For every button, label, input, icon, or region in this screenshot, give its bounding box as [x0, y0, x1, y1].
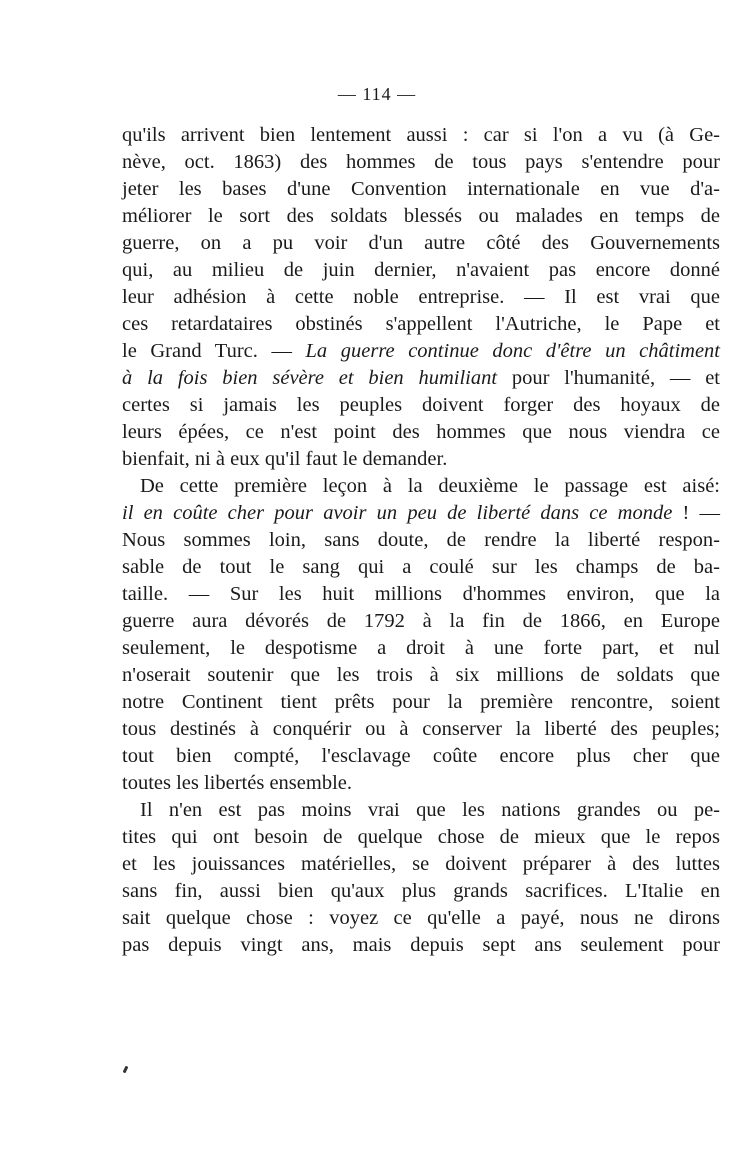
text-segment: ces retardataires obstinés s'appellent l'Autriche, le Pape et [122, 313, 720, 335]
text-segment: bienfait, ni à eux qu'il faut le demander. [122, 448, 448, 470]
text-line [122, 284, 720, 311]
text-segment: Nous sommes loin, sans doute, de rendre la liberté respon- [122, 529, 720, 551]
text-line [122, 203, 720, 230]
text-segment: le Grand Turc. — [122, 340, 306, 362]
text-segment: tout bien compté, l'esclavage coûte encore plus cher que [122, 745, 720, 767]
text-line [122, 419, 720, 446]
text-segment: notre Continent tient prêts pour la première rencontre, soient [122, 691, 720, 713]
text-segment: pas depuis vingt ans, mais depuis sept ans seulement pour [122, 934, 720, 956]
text-segment: sans fin, aussi bien qu'aux plus grands sacrifices. L'Italie en [122, 880, 720, 902]
text-line [122, 635, 720, 662]
italic-text: à la fois bien sévère et bien humiliant [122, 367, 498, 389]
text-line [122, 824, 720, 851]
text-segment: Il n'en est pas moins vrai que les nations grandes ou pe- [140, 799, 720, 821]
text-segment: n'oserait soutenir que les trois à six millions de soldats que [122, 664, 720, 686]
text-segment: ! — [672, 502, 720, 524]
text-line [122, 797, 720, 824]
text-line [122, 554, 720, 581]
text-segment: tous destinés à conquérir ou à conserver la liberté des peuples; [122, 718, 720, 740]
text-segment: taille. — Sur les huit millions d'hommes environ, que la [122, 583, 720, 605]
text-segment: sable de tout le sang qui a coulé sur les champs de ba- [122, 556, 720, 578]
text-line [122, 338, 720, 365]
text-line [122, 527, 720, 554]
text-segment: guerre aura dévorés de 1792 à la fin de 1866, en Europe [122, 610, 720, 632]
text-line [122, 851, 720, 878]
text-line [122, 311, 720, 338]
text-segment: certes si jamais les peuples doivent forger des hoyaux de [122, 394, 720, 416]
text-line [122, 446, 720, 473]
text-line [122, 392, 720, 419]
text-line [122, 662, 720, 689]
text-segment: pour l'humanité, — et [497, 367, 721, 389]
text-line [122, 365, 720, 392]
text-segment: leur adhésion à cette noble entreprise. — Il est vrai que [122, 286, 720, 308]
text-line [122, 743, 720, 770]
page-number: — 114 — [337, 84, 417, 104]
text-segment: qui, au milieu de juin dernier, n'avaient pas encore donné [122, 259, 720, 281]
text-line [122, 230, 720, 257]
stray-ink-mark [123, 1066, 129, 1074]
text-segment: et les jouissances matérielles, se doivent préparer à des luttes [122, 853, 720, 875]
text-line [122, 689, 720, 716]
text-segment: De cette première leçon à la deuxième le passage est aisé: [140, 475, 720, 497]
text-segment: qu'ils arrivent bien lentement aussi : car si l'on a vu (à Ge- [122, 124, 720, 146]
italic-text: La guerre continue donc d'être un châtiment [305, 340, 720, 362]
text-segment: méliorer le sort des soldats blessés ou malades en temps de [122, 205, 720, 227]
text-line [122, 581, 720, 608]
text-line [122, 905, 720, 932]
text-line [122, 608, 720, 635]
text-line [122, 176, 720, 203]
text-segment: sait quelque chose : voyez ce qu'elle a payé, nous ne dirons [122, 907, 720, 929]
text-line [122, 716, 720, 743]
text-segment: jeter les bases d'une Convention internationale en vue d'a- [122, 178, 720, 200]
text-line [122, 149, 720, 176]
text-line [122, 122, 720, 149]
text-segment: toutes les libertés ensemble. [122, 772, 352, 794]
text-segment: seulement, le despotisme a droit à une forte part, et nul [122, 637, 720, 659]
text-segment: nève, oct. 1863) des hommes de tous pays s'entendre pour [122, 151, 720, 173]
text-line [122, 500, 720, 527]
text-segment: leurs épées, ce n'est point des hommes que nous viendra ce [122, 421, 720, 443]
text-segment: tites qui ont besoin de quelque chose de mieux que le repos [122, 826, 720, 848]
text-line [122, 770, 720, 797]
text-line [122, 257, 720, 284]
text-segment: guerre, on a pu voir d'un autre côté des Gouvernements [122, 232, 720, 254]
text-line [122, 878, 720, 905]
body-text [122, 122, 720, 959]
italic-text: il en coûte cher pour avoir un peu de liberté dans ce monde [122, 502, 673, 524]
text-line [122, 473, 720, 500]
text-line [122, 932, 720, 959]
